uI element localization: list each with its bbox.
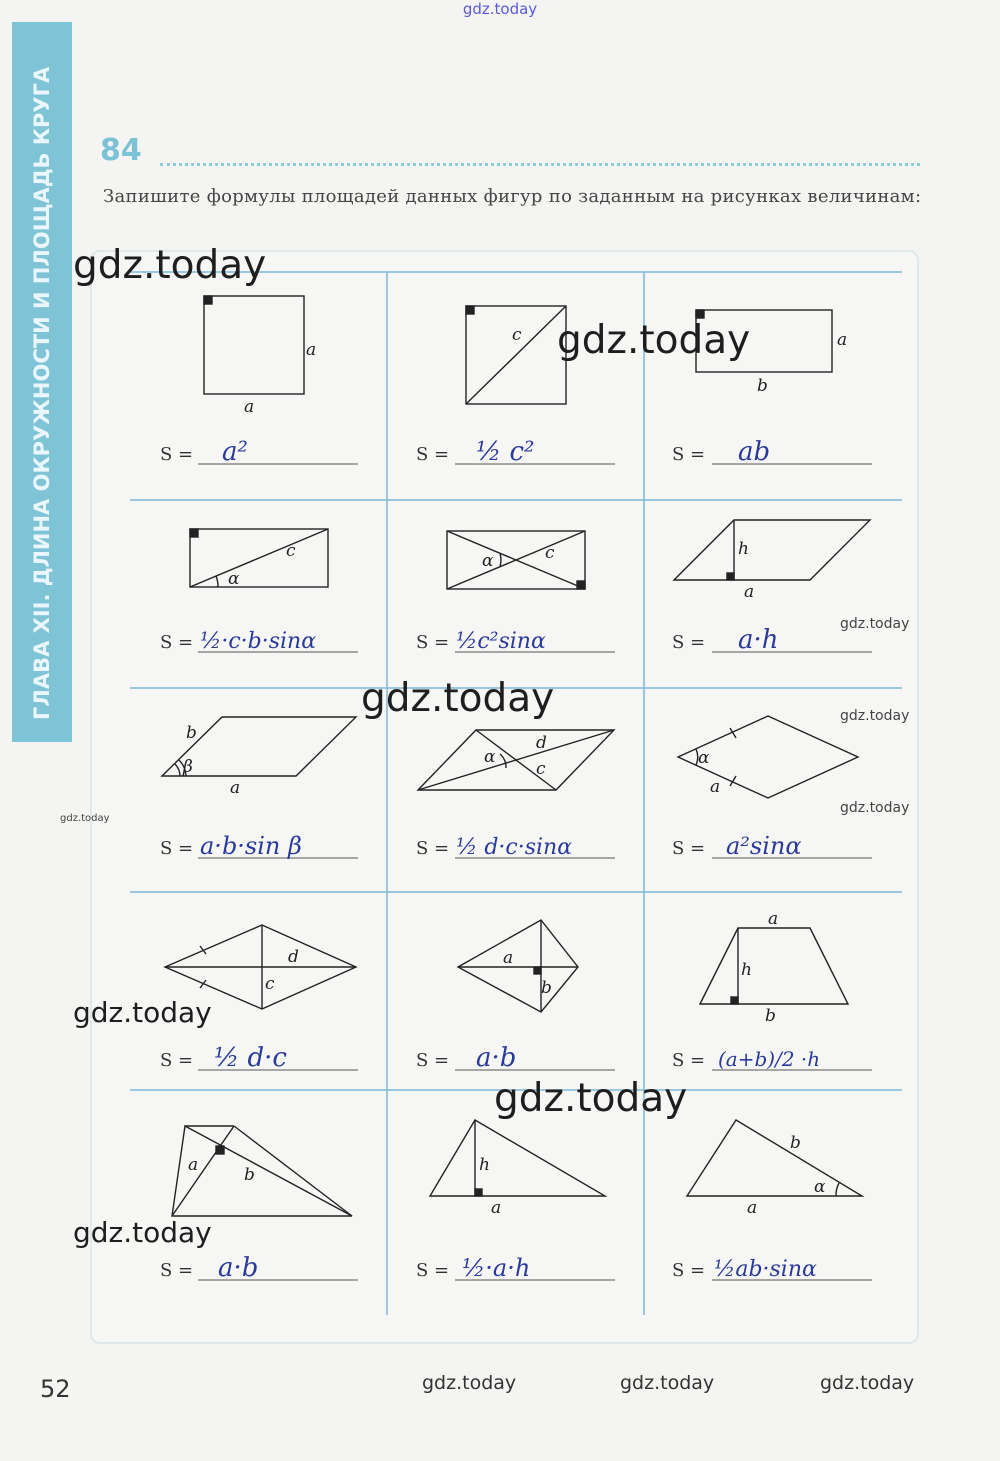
answer-15: ½ab·sinα [714,1257,817,1282]
label: b [790,1133,801,1153]
text-label: S = [672,838,706,859]
label: α [484,747,496,767]
page-number: 52 [40,1375,71,1403]
watermark: gdz.today [73,1216,212,1249]
label: c [286,541,296,561]
figure-parallelogram-height [674,520,870,580]
answer-10: ½ d·c [214,1043,287,1073]
text-label: S = [160,838,194,859]
figure-parallelogram-diagonals [418,730,614,790]
figure-quadrilateral-perpendicular-diagonals [458,920,578,1012]
label: α [228,569,240,589]
label: β [183,757,193,777]
label: b [244,1165,255,1185]
text-label: S = [416,1260,450,1281]
watermark: gdz.today [361,676,555,721]
label: c [512,325,522,345]
label: α [698,748,710,768]
label: a [837,330,848,350]
figure-square-diagonal [466,306,566,404]
watermark: gdz.today [494,1076,688,1121]
s-labels [160,444,705,1281]
answer-12: (a+b)/2 ·h [718,1047,821,1071]
answer-1: a² [222,437,248,467]
figure-square [204,296,304,394]
text-label: S = [160,632,194,653]
handwritten-answers [200,437,820,1283]
figure-rectangle-diagonal [190,529,328,587]
label: d [536,733,547,753]
watermark: gdz.today [60,813,110,824]
figure-triangle-angle [687,1120,862,1196]
label: a [491,1198,502,1218]
label: a [744,582,755,602]
watermark: gdz.today [840,708,910,724]
watermark: gdz.today [557,318,751,363]
answer-13: a·b [218,1253,259,1283]
top-watermark: gdz.today [462,0,538,18]
label: b [757,376,768,396]
chapter-title: ГЛАВА XII. ДЛИНА ОКРУЖНОСТИ И ПЛОЩАДЬ КРУГА [30,66,54,720]
watermark: gdz.today [422,1372,517,1394]
text-label: S = [416,838,450,859]
label: a [503,948,514,968]
label: α [482,551,494,571]
text-label: S = [672,1050,706,1071]
label: a [230,778,241,798]
text-label: S = [160,1260,194,1281]
label: a [747,1198,758,1218]
figure-triangle-height-obtuse [172,1126,352,1216]
label: b [186,723,197,743]
label: a [306,340,317,360]
label: c [545,543,555,563]
figure-rectangle-two-diagonals [447,531,585,589]
text-label: S = [416,632,450,653]
label: a [710,777,721,797]
exercise-task: Запишите формулы площадей данных фигур по заданным на рисунках величинам: [103,186,922,207]
text-label: S = [672,444,706,465]
text-label: S = [416,444,450,465]
text-label: S = [672,1260,706,1281]
watermark: gdz.today [820,1372,915,1394]
answer-14: ½·a·h [462,1254,531,1282]
answer-3: ab [738,437,771,467]
text-label: S = [672,632,706,653]
exercise-number: 84 [100,133,142,168]
figure-trapezoid [700,928,848,1004]
label: h [741,960,752,980]
label: a [768,909,779,929]
label: h [479,1155,490,1175]
label: a [188,1155,199,1175]
answer-5: ½c²sinα [456,629,546,654]
watermark: gdz.today [620,1372,715,1394]
label: d [288,947,299,967]
figure-triangle-height [430,1120,605,1196]
watermark: gdz.today [73,243,267,288]
label: a [244,397,255,417]
label: α [814,1177,826,1197]
label: c [265,974,275,994]
answer-11: a·b [476,1043,517,1073]
label: b [541,978,552,998]
answer-2: ½ c² [476,437,535,467]
watermark: gdz.today [73,996,212,1029]
text-label: S = [160,1050,194,1071]
label: h [738,539,749,559]
answer-4: ½·c·b·sinα [200,629,317,654]
watermark: gdz.today [840,800,910,816]
text-label: S = [416,1050,450,1071]
answer-9: a²sinα [726,832,802,860]
label: b [765,1006,776,1026]
watermark: gdz.today [840,616,910,632]
answer-7: a·b·sin β [200,832,302,860]
label: c [536,759,546,779]
text-label: S = [160,444,194,465]
answer-6: a·h [738,625,779,655]
answer-8: ½ d·c·sinα [456,835,573,860]
